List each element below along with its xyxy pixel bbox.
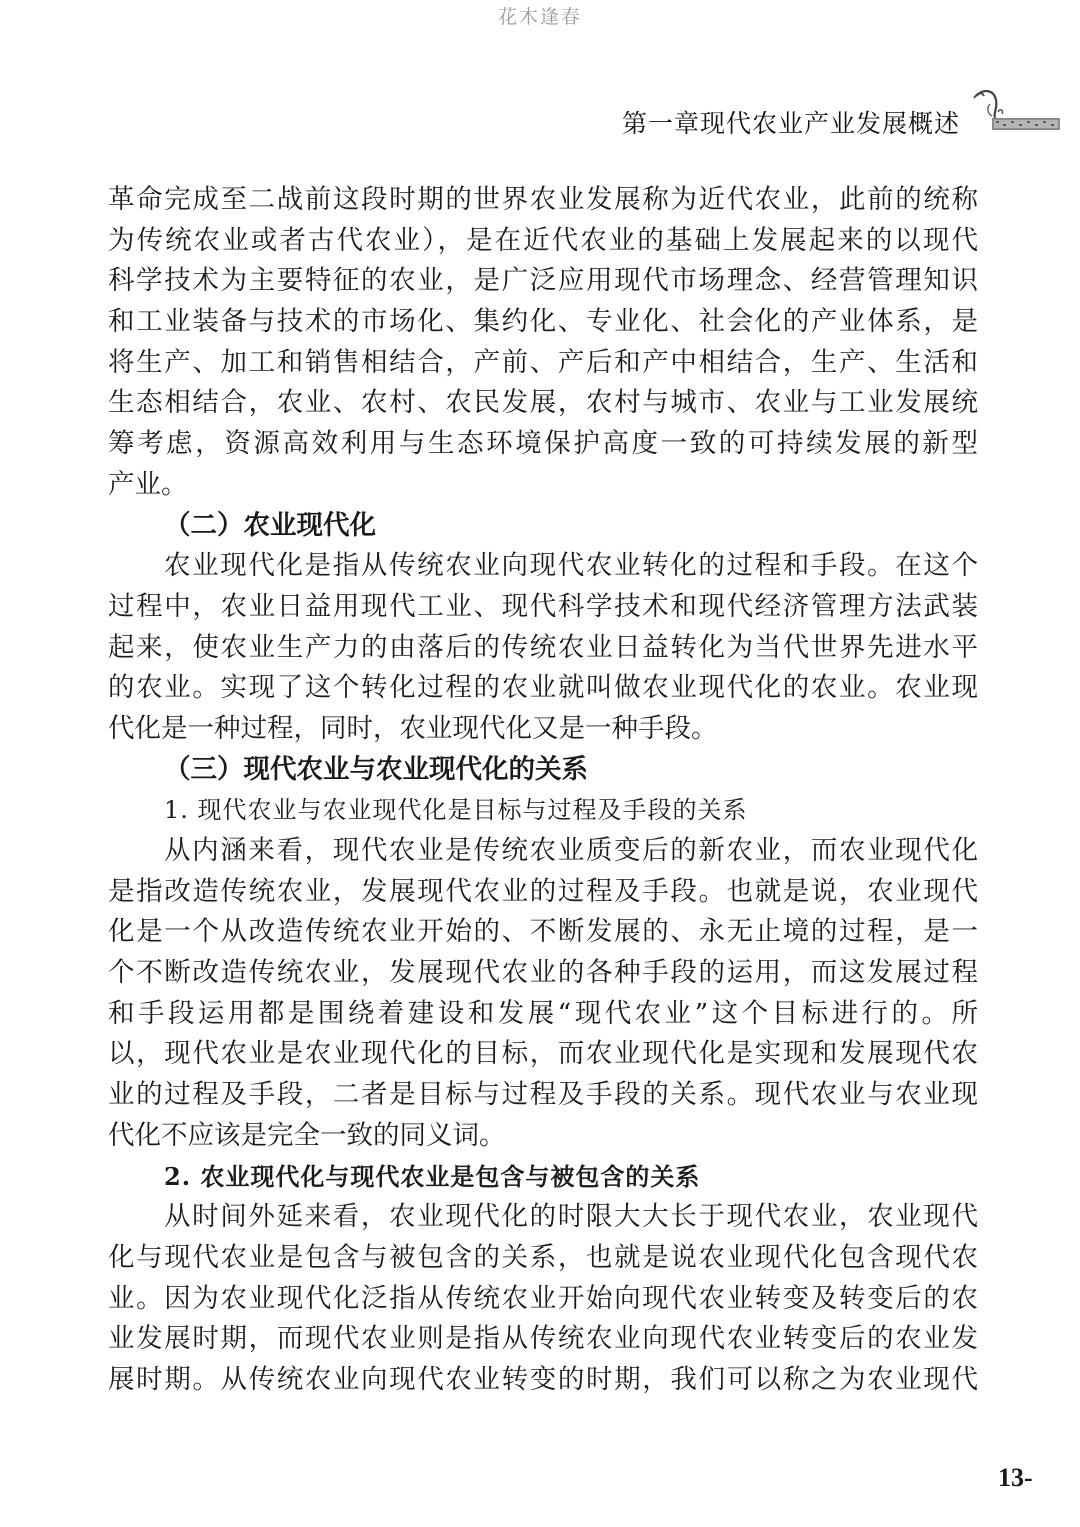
text-line: 的农业。实现了这个转化过程的农业就叫做农业现代化的农业。农业现 <box>108 672 978 704</box>
text-line: 和工业装备与技术的市场化、集约化、专业化、社会化的产业体系，是 <box>108 306 978 338</box>
text-line: 是指改造传统农业，发展现代农业的过程及手段。也就是说，农业现代 <box>108 875 978 907</box>
text-line: 将生产、加工和销售相结合，产前、产后和产中相结合，生产、生活和 <box>108 346 978 378</box>
paragraph-first-line: 从内涵来看，现代农业是传统农业质变后的新农业，而农业现代化 <box>164 835 978 866</box>
text-line: 化与现代农业是包含与被包含的关系，也就是说农业现代化包含现代农 <box>108 1241 978 1273</box>
paragraph-first-line: 从时间外延来看，农业现代化的时限大大长于现代农业，农业现代 <box>164 1201 978 1233</box>
section-heading: （二）农业现代化 <box>164 509 376 541</box>
body-text <box>108 180 978 1401</box>
text-line: 筹考虑，资源高效利用与生态环境保护高度一致的可持续发展的新型 <box>108 428 978 460</box>
text-line: 和手段运用都是围绕着建设和发展“现代农业”这个目标进行的。所 <box>108 997 978 1029</box>
text-line: 革命完成至二战前这段时期的世界农业发展称为近代农业，此前的统称 <box>108 184 978 215</box>
text-line: 展时期。从传统农业向现代农业转变的时期，我们可以称之为农业现代 <box>108 1363 978 1395</box>
text-line: 个不断改造传统农业，发展现代农业的各种手段的运用，而这发展过程 <box>108 957 978 989</box>
subsection-heading: 1. 现代农业与农业现代化是目标与过程及手段的关系 <box>164 796 748 825</box>
text-line: 业发展时期，而现代农业则是指从传统农业向现代农业转变后的农业发 <box>108 1323 978 1355</box>
text-line: 化是一个从改造传统农业开始的、不断发展的、永无止境的过程，是一 <box>108 916 978 948</box>
text-line: 起来，使农业生产力的由落后的传统农业日益转化为当代世界先进水平 <box>108 631 978 663</box>
leaf-ornament-icon <box>970 86 1065 146</box>
text-line: 生态相结合，农业、农村、农民发展，农村与城市、农业与工业发展统 <box>108 387 978 419</box>
text-line: 业的过程及手段，二者是目标与过程及手段的关系。现代农业与农业现 <box>108 1079 978 1111</box>
paragraph-last-line: 代化不应该是完全一致的同义词。 <box>108 1119 506 1151</box>
subsection-heading: 2. 农业现代化与现代农业是包含与被包含的关系 <box>164 1161 701 1191</box>
text-line: 业。因为农业现代化泛指从传统农业开始向现代农业转变及转变后的农 <box>108 1282 978 1314</box>
text-line: 为传统农业或者古代农业），是在近代农业的基础上发展起来的以现代 <box>108 224 978 256</box>
watermark-text: 花木逢春 <box>497 6 582 28</box>
paragraph-last-line: 代化是一种过程，同时，农业现代化又是一种手段。 <box>108 712 718 744</box>
page-number: 13- <box>998 1463 1033 1492</box>
text-line: 科学技术为主要特征的农业，是广泛应用现代市场理念、经营管理知识 <box>108 265 978 297</box>
section-heading: （三）现代农业与农业现代化的关系 <box>164 753 588 785</box>
paragraph-last-line: 产业。 <box>108 468 188 500</box>
running-header: 第一章现代农业产业发展概述 <box>621 109 960 138</box>
text-line: 以，现代农业是农业现代化的目标，而农业现代化是实现和发展现代农 <box>108 1038 978 1070</box>
text-line: 过程中，农业日益用现代工业、现代科学技术和现代经济管理方法武装 <box>108 590 978 622</box>
paragraph-first-line: 农业现代化是指从传统农业向现代农业转化的过程和手段。在这个 <box>164 550 978 582</box>
